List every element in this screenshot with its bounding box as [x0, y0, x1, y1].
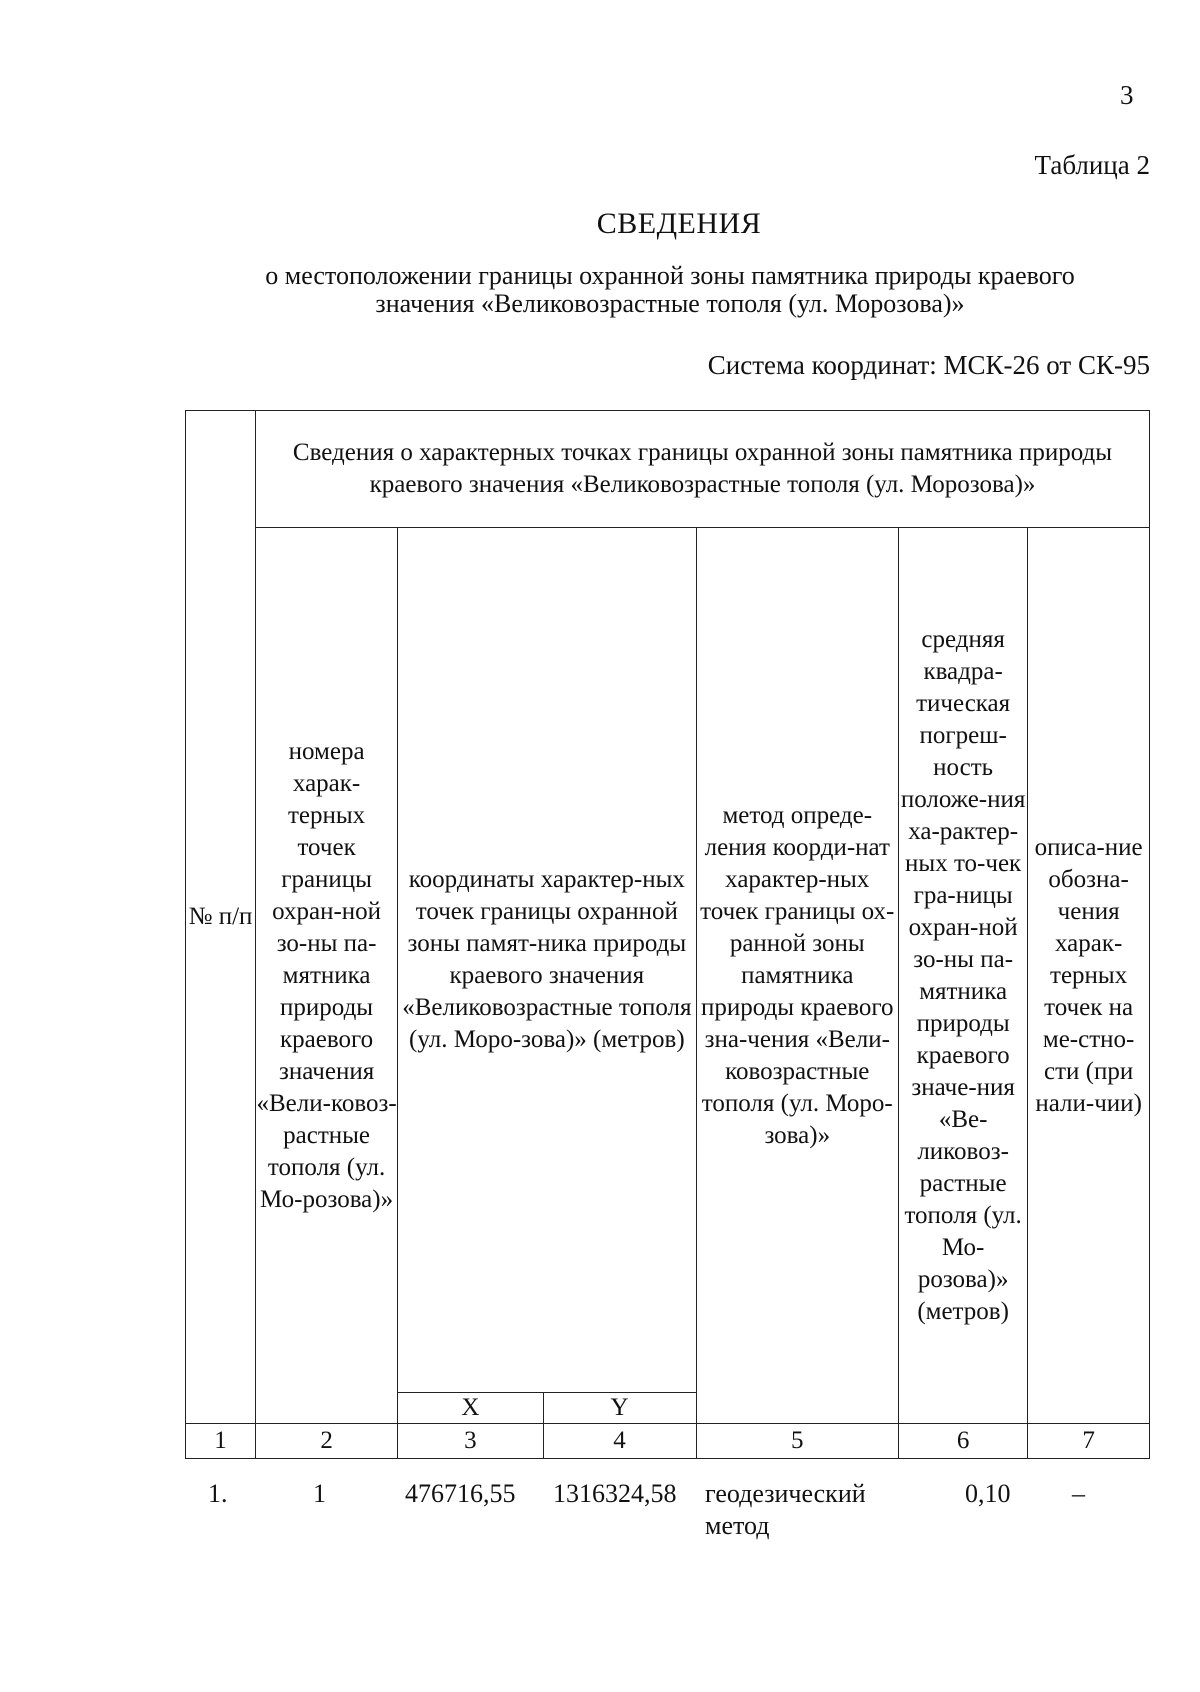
col-number-6: 6 [899, 1424, 1028, 1459]
col-number-2: 2 [256, 1424, 398, 1459]
row-x-coordinate: 476716,55 [405, 1479, 516, 1508]
row-number: 1. [208, 1479, 228, 1508]
row-description: – [1072, 1479, 1085, 1508]
coordinate-system: Система координат: МСК-26 от СК-95 [707, 350, 1150, 380]
col-number-5: 5 [696, 1424, 898, 1459]
col-number-3: 3 [398, 1424, 543, 1459]
col-5-header: метод опреде-ления коорди-нат характер-ных точек границы ох-ранной зоны памятника природы краевого зна-чения «Вели-ковозрастные тополя (ул. Моро-зова)» [696, 528, 898, 1424]
col-6-header: средняя квадра-тическая погреш-ность положе-ния ха-рактер-ных то-чек гра-ницы охран-ной зо-ны па-мятника природы краевого значе-ния «Ве-ликовоз-растные тополя (ул. Мо-розова)» (метров) [899, 528, 1028, 1424]
page-number: 3 [1120, 80, 1134, 110]
col-2-header: номера харак-терных точек границы охран-ной зо-ны па-мятника природы краевого значения «Вели-ковоз-растные тополя (ул. Мо-розова)» [256, 528, 398, 1424]
document-subtitle: о местоположении границы охранной зоны памятника природы краевого значения «Великовозрастные тополя (ул. Морозова)» [265, 261, 1075, 318]
col-number-4: 4 [543, 1424, 696, 1459]
col-3-4-header: координаты характер-ных точек границы охранной зоны памят-ника природы краевого значения «Великовозрастные тополя (ул. Моро-зова)» (метров) [398, 528, 696, 1393]
col-number-1: 1 [186, 1424, 256, 1459]
col-number-7: 7 [1028, 1424, 1150, 1459]
document-title: СВЕДЕНИЯ [596, 207, 762, 240]
col-7-header: описа-ние обозна-чения харак-терных точек на ме-стно-сти (при нали-чии) [1028, 528, 1150, 1424]
boundary-points-table [185, 410, 1150, 1459]
row-point-number: 1 [313, 1479, 326, 1508]
col-y-subheader: Y [543, 1393, 696, 1424]
table-label: Таблица 2 [1034, 150, 1150, 180]
group-header: Сведения о характерных точках границы охранной зоны памятника природы краевого значения «Великовозрастные тополя (ул. Морозова)» [256, 411, 1150, 528]
col-x-subheader: X [398, 1393, 543, 1424]
row-error: 0,10 [965, 1479, 1011, 1508]
row-method: геодезический метод [705, 1479, 866, 1540]
col-1-header: № п/п [186, 411, 256, 1424]
row-y-coordinate: 1316324,58 [553, 1479, 677, 1508]
